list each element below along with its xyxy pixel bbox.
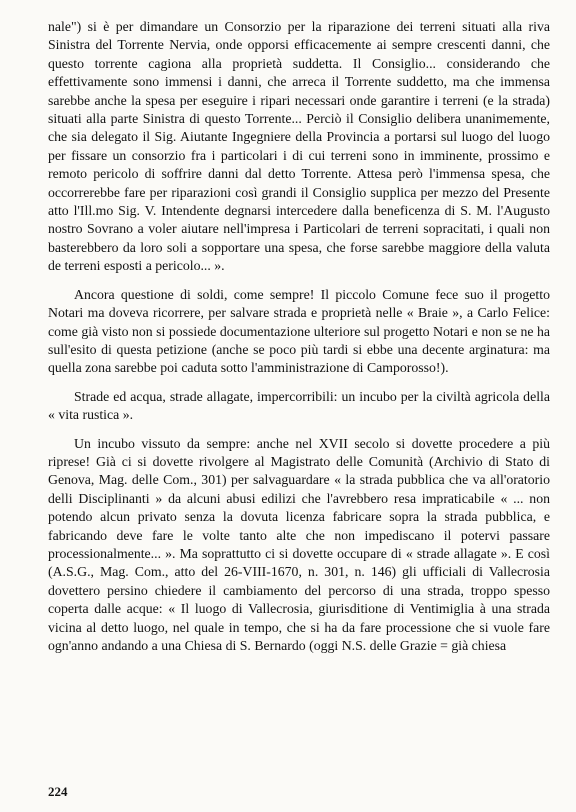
paragraph-4: Un incubo vissuto da sempre: anche nel XVII secolo si dovette procedere a più riprese! Già ci si dovette rivolgere al Magistrato delle Comunità (Archivio di Stato di Genova, Mag. delle Com., 301) per salvaguardare « la strada pubblica che va all'oratorio delli Disciplinanti » da alcuni abusi edilizi che l'avrebbero resa impraticabile « ... non potendo alcun privato senza la dovuta licenza fabricare sopra la strada pubblica, e fabricando deve fare le volte tanto alte che non impediscano il potervi passare processionalmente... ». Ma soprattutto ci si dovette occupare di « strade allagate ». E così (A.S.G., Mag. Com., atto del 26-VIII-1670, n. 301, n. 146) gli ufficiali di Vallecrosia dovettero persino chiedere il cambiamento del percorso di una strada, troppo spesso coperta dalle acque: « Il luogo di Vallecrosia, giurisditione di Ventimiglia à una strada vicina al detto luogo, nel quale in tempo, che si ha da fare processione che si vuole fare ogn'anno andando a una Chiesa di S. Bernardo (oggi N.S. delle Grazie = già chiesa [48, 435, 550, 653]
page-number: 224 [48, 784, 68, 799]
paragraph-2: Ancora questione di soldi, come sempre! Il piccolo Comune fece suo il progetto Notari ma doveva ricorrere, per salvare strada e proprietà nelle « Braie », a Carlo Felice: come già visto non si possiede documentazione ulteriore sul progetto Notari e non se ne ha sull'esito di questa petizione (anche se poco più tardi si ebbe una decente arginatura: ma quella zona sarebbe poi caduta sotto l'amministrazione di Camporosso!). [48, 286, 550, 376]
paragraph-3: Strade ed acqua, strade allagate, impercorribili: un incubo per la civiltà agricola della « vita rustica ». [48, 388, 550, 423]
paragraph-1: nale") si è per dimandare un Consorzio per la riparazione dei terreni situati alla riva Sinistra del Torrente Nervia, onde opporsi efficacemente ai sempre crescenti danni, che questo torrente cagiona alla proprietà suddetta. Il Consiglio... considerando che effettivamente sono immensi i danni, che arreca il Torrente suddetto, ma che immensa sarebbe anche la spesa per eseguire i ripari necessari onde garantire i terreni (e la strada) situati alla parte Sinistra di questo Torrente... Perciò il Consiglio delibera unanimemente, che sia delegato il Sig. Aiutante Ingegniere della Provincia a portarsi sul luogo del luogo per fissare un consorzio fra i particolari i di cui terreni sono in imminente, prossimo e remoto pericolo di soffrire danni dal detto Torrente. Attesa però l'immensa spesa, che occorrerebbe fare per riparazioni così grandi il Consiglio supplica per mezzo del Presente atto l'Ill.mo Sig. V. Intendente degnarsi intercedere dalla beneficenza di S. M. l'Augusto nostro Sovrano a voler aiutare nell'impresa i Particolari de terreni sopracitati, i quali non basterebbero da loro soli a sopportare una spesa, che forse sarebbe maggiore della valuta de terreni esposti a pericolo... ». [48, 19, 550, 274]
